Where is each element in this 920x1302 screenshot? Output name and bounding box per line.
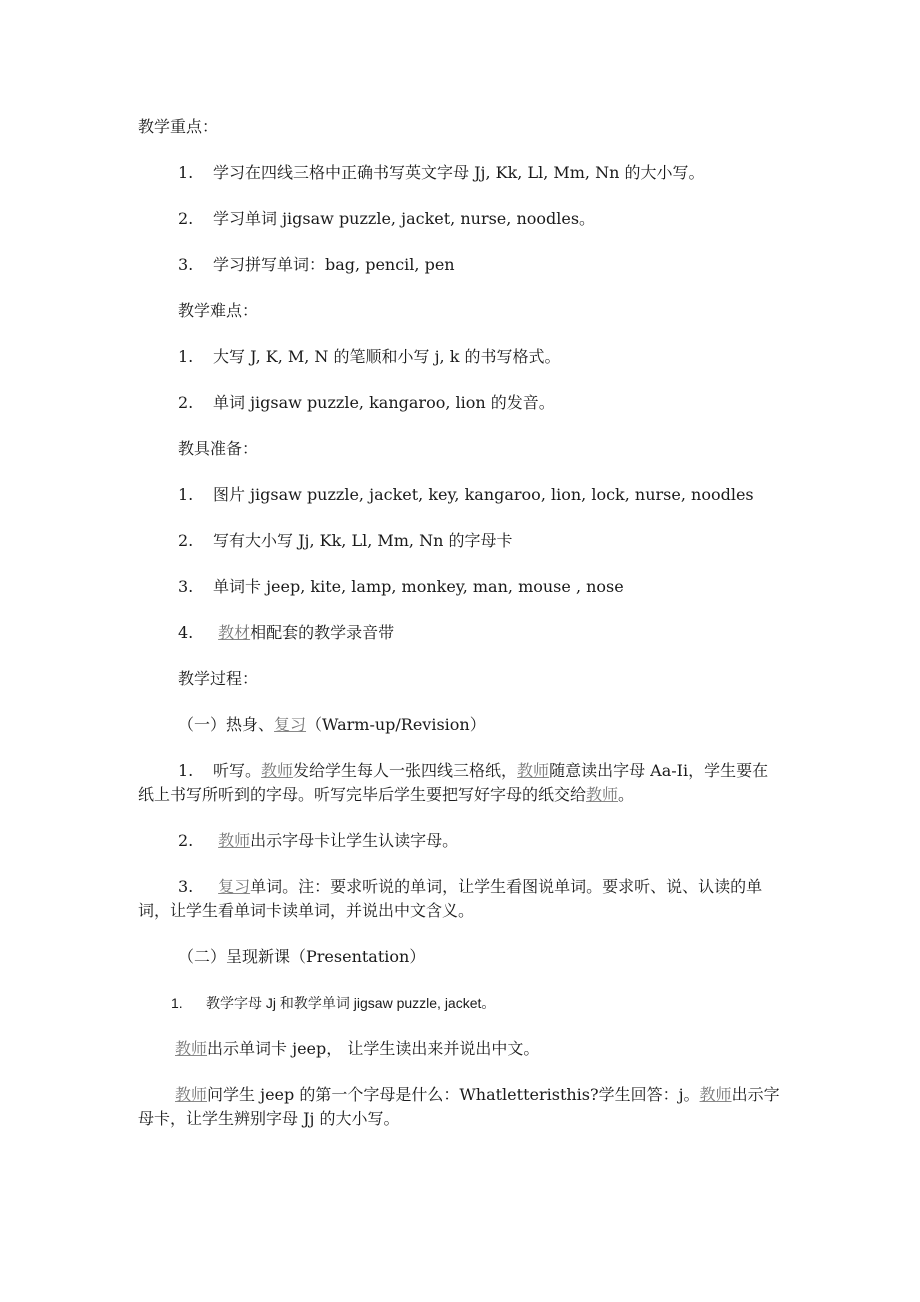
- paragraph-text: 随意读出字母 Aa-Ii，学生要在纸上书写所听到的字母。听写完毕后学生要把写好字母的纸交给: [138, 761, 769, 804]
- list-number: 2.: [178, 531, 194, 550]
- list-number: 2.: [178, 393, 194, 412]
- paragraph-text: 学习单词 jigsaw puzzle, jacket, nurse, noodles。: [213, 209, 596, 228]
- paragraph: [138, 875, 780, 923]
- list-number: 1.: [178, 347, 194, 366]
- list-number: 1.: [171, 995, 183, 1011]
- paragraph-text: 教学重点：: [138, 117, 219, 136]
- paragraph-text: 问学生 jeep 的第一个字母是什么：Whatletteristhis?学生回答：j。: [207, 1085, 700, 1104]
- paragraph-text: 单词。注：要求听说的单词，让学生看图说单词。要求听、说、认读的单词，让学生看单词卡读单词，并说出中文含义。: [138, 877, 763, 920]
- paragraph: [138, 575, 780, 599]
- paragraph-text: 出示单词卡 jeep， 让学生读出来并说出中文。: [207, 1039, 540, 1058]
- paragraph-text: 教学字母 Jj 和教学单词 jigsaw puzzle, jacket。: [206, 995, 496, 1011]
- paragraph-text: 。: [618, 785, 635, 804]
- term-link[interactable]: 教材: [218, 623, 251, 642]
- list-number: 4.: [178, 623, 194, 642]
- term-link[interactable]: 复习: [218, 877, 251, 896]
- paragraph: [138, 991, 780, 1015]
- paragraph: [138, 1083, 780, 1131]
- paragraph-text: 听写。: [213, 761, 262, 780]
- paragraph: [138, 1037, 780, 1061]
- paragraph-text: 大写 J, K, M, N 的笔顺和小写 j, k 的书写格式。: [213, 347, 561, 366]
- paragraph: [138, 667, 780, 691]
- list-number: 1.: [178, 485, 194, 504]
- paragraph: [138, 161, 780, 185]
- paragraph: [138, 529, 780, 553]
- paragraph-text: （二）呈现新课（Presentation）: [178, 947, 426, 966]
- paragraph: [138, 621, 780, 645]
- paragraph-text: 图片 jigsaw puzzle, jacket, key, kangaroo, lion, lock, nurse, noodles: [213, 485, 754, 504]
- paragraph-text: 教具准备：: [178, 439, 259, 458]
- paragraph: [138, 253, 780, 277]
- paragraph-text: 相配套的教学录音带: [250, 623, 395, 642]
- paragraph-text: 写有大小写 Jj, Kk, Ll, Mm, Nn 的字母卡: [213, 531, 513, 550]
- term-link[interactable]: 教师: [699, 1085, 732, 1104]
- term-link[interactable]: 教师: [517, 761, 550, 780]
- term-link[interactable]: 教师: [175, 1085, 208, 1104]
- paragraph-text: 出示字母卡，让学生辨别字母 Jj 的大小写。: [138, 1085, 780, 1128]
- term-link[interactable]: 教师: [175, 1039, 208, 1058]
- term-link[interactable]: 教师: [218, 831, 251, 850]
- paragraph: [138, 437, 780, 461]
- term-link[interactable]: 复习: [274, 715, 307, 734]
- paragraph-text: 教学难点：: [178, 301, 259, 320]
- term-link[interactable]: 教师: [586, 785, 619, 804]
- list-number: 3.: [178, 577, 194, 596]
- paragraph: [138, 391, 780, 415]
- paragraph-text: 学习在四线三格中正确书写英文字母 Jj, Kk, Ll, Mm, Nn 的大小写。: [213, 163, 705, 182]
- list-number: 1.: [178, 761, 194, 780]
- paragraph: [138, 759, 780, 807]
- paragraph-text: 出示字母卡让学生认读字母。: [250, 831, 459, 850]
- paragraph: [138, 115, 780, 139]
- paragraph: [138, 345, 780, 369]
- paragraph-text: 单词 jigsaw puzzle, kangaroo, lion 的发音。: [213, 393, 555, 412]
- paragraph-text: （Warm-up/Revision）: [306, 715, 486, 734]
- paragraph: [138, 207, 780, 231]
- term-link[interactable]: 教师: [261, 761, 294, 780]
- paragraph-text: 发给学生每人一张四线三格纸，: [293, 761, 518, 780]
- paragraph: [138, 945, 780, 969]
- paragraph-text: 单词卡 jeep, kite, lamp, monkey, man, mouse , nose: [213, 577, 624, 596]
- list-number: 3.: [178, 255, 194, 274]
- paragraph-text: 学习拼写单词：bag, pencil, pen: [213, 255, 455, 274]
- paragraph-text: 教学过程：: [178, 669, 259, 688]
- paragraph: [138, 713, 780, 737]
- paragraph: [138, 829, 780, 853]
- list-number: 2.: [178, 209, 194, 228]
- paragraph: [138, 299, 780, 323]
- list-number: 1.: [178, 163, 194, 182]
- paragraph-text: （一）热身、: [178, 715, 275, 734]
- paragraph: [138, 483, 780, 507]
- list-number: 3.: [178, 877, 194, 896]
- list-number: 2.: [178, 831, 194, 850]
